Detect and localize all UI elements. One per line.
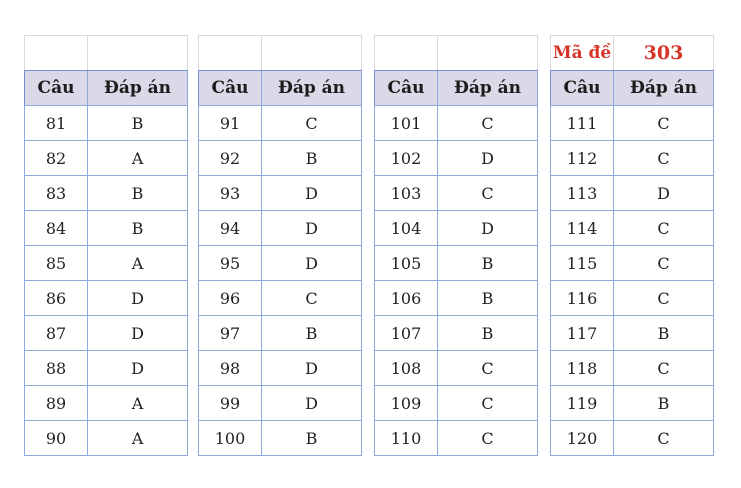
table-row	[199, 106, 362, 141]
table-row	[25, 211, 188, 246]
answer-letter: D	[262, 246, 362, 281]
answer-letter: D	[88, 281, 188, 316]
answer-letter: B	[262, 141, 362, 176]
empty-cell	[88, 36, 188, 71]
table-row	[375, 351, 538, 386]
table-row	[375, 246, 538, 281]
answer-letter: C	[614, 211, 714, 246]
empty-cell	[262, 36, 362, 71]
answer-letter: A	[88, 246, 188, 281]
answer-header: Đáp án	[438, 71, 538, 106]
answer-letter: A	[88, 421, 188, 456]
answer-letter: C	[614, 141, 714, 176]
question-number: 104	[375, 211, 438, 246]
table-row	[199, 141, 362, 176]
table-row	[375, 281, 538, 316]
table-row	[551, 351, 714, 386]
table-row	[551, 106, 714, 141]
question-number: 116	[551, 281, 614, 316]
answer-letter: D	[438, 141, 538, 176]
question-number: 91	[199, 106, 262, 141]
exam-code-label: Mã đề	[551, 36, 614, 71]
answer-letter: D	[88, 351, 188, 386]
question-number: 115	[551, 246, 614, 281]
question-number: 118	[551, 351, 614, 386]
question-number: 105	[375, 246, 438, 281]
table-row	[25, 176, 188, 211]
answer-letter: C	[614, 351, 714, 386]
answer-letter: B	[262, 316, 362, 351]
table-row	[551, 176, 714, 211]
answer-letter: B	[262, 421, 362, 456]
table-row	[375, 386, 538, 421]
question-number: 96	[199, 281, 262, 316]
question-number: 92	[199, 141, 262, 176]
question-number: 100	[199, 421, 262, 456]
table-row	[199, 246, 362, 281]
table-row	[551, 386, 714, 421]
table-row	[375, 176, 538, 211]
question-number: 83	[25, 176, 88, 211]
answer-letter: D	[88, 316, 188, 351]
table-row	[25, 106, 188, 141]
answer-table-1	[24, 35, 188, 456]
question-number: 103	[375, 176, 438, 211]
answer-table-4	[550, 35, 714, 456]
answer-table-3	[374, 35, 538, 456]
answer-header: Đáp án	[614, 71, 714, 106]
answer-letter: D	[614, 176, 714, 211]
table-row	[551, 281, 714, 316]
question-number: 97	[199, 316, 262, 351]
answer-letter: B	[438, 246, 538, 281]
question-number: 82	[25, 141, 88, 176]
question-number: 81	[25, 106, 88, 141]
question-number: 89	[25, 386, 88, 421]
answer-letter: B	[438, 316, 538, 351]
table-row	[199, 386, 362, 421]
table-row	[375, 316, 538, 351]
empty-cell	[25, 36, 88, 71]
table-row	[199, 211, 362, 246]
question-number: 94	[199, 211, 262, 246]
table-row	[375, 141, 538, 176]
answer-letter: C	[614, 281, 714, 316]
question-number: 90	[25, 421, 88, 456]
question-number: 113	[551, 176, 614, 211]
answer-letter: C	[614, 421, 714, 456]
question-number: 117	[551, 316, 614, 351]
table-row	[551, 141, 714, 176]
table-row	[25, 351, 188, 386]
empty-cell	[199, 36, 262, 71]
question-number: 108	[375, 351, 438, 386]
empty-cell	[438, 36, 538, 71]
question-number: 111	[551, 106, 614, 141]
table-row	[551, 246, 714, 281]
question-number: 88	[25, 351, 88, 386]
question-number: 107	[375, 316, 438, 351]
answer-letter: D	[262, 211, 362, 246]
answer-letter: C	[438, 106, 538, 141]
table-row	[25, 246, 188, 281]
answer-letter: C	[438, 421, 538, 456]
question-number: 114	[551, 211, 614, 246]
answer-header: Đáp án	[88, 71, 188, 106]
answer-letter: C	[438, 176, 538, 211]
table-row	[25, 386, 188, 421]
question-number: 99	[199, 386, 262, 421]
question-number: 106	[375, 281, 438, 316]
answer-letter: C	[438, 386, 538, 421]
table-row	[25, 281, 188, 316]
answer-letter: B	[438, 281, 538, 316]
question-number: 119	[551, 386, 614, 421]
question-number: 109	[375, 386, 438, 421]
answer-letter: C	[614, 106, 714, 141]
table-row	[25, 421, 188, 456]
table-row	[375, 421, 538, 456]
question-number: 86	[25, 281, 88, 316]
table-row	[551, 316, 714, 351]
question-number: 84	[25, 211, 88, 246]
answer-letter: B	[88, 106, 188, 141]
question-number: 85	[25, 246, 88, 281]
answer-letter: A	[88, 386, 188, 421]
question-number: 87	[25, 316, 88, 351]
question-number: 93	[199, 176, 262, 211]
empty-cell	[375, 36, 438, 71]
question-header: Câu	[551, 71, 614, 106]
answer-letter: A	[88, 141, 188, 176]
table-row	[199, 176, 362, 211]
table-row	[25, 141, 188, 176]
table-row	[199, 351, 362, 386]
table-row	[375, 211, 538, 246]
question-header: Câu	[199, 71, 262, 106]
table-row	[375, 106, 538, 141]
answer-letter: C	[438, 351, 538, 386]
question-number: 95	[199, 246, 262, 281]
question-number: 112	[551, 141, 614, 176]
table-row	[551, 421, 714, 456]
question-number: 101	[375, 106, 438, 141]
answer-letter: B	[614, 316, 714, 351]
answer-letter: B	[88, 176, 188, 211]
answer-letter: B	[614, 386, 714, 421]
answer-header: Đáp án	[262, 71, 362, 106]
answer-letter: D	[262, 176, 362, 211]
answer-table-2	[198, 35, 362, 456]
question-number: 102	[375, 141, 438, 176]
answer-letter: D	[262, 351, 362, 386]
answer-letter: C	[262, 281, 362, 316]
exam-code-value: 303	[614, 36, 714, 71]
table-row	[199, 316, 362, 351]
table-row	[551, 211, 714, 246]
question-number: 110	[375, 421, 438, 456]
question-header: Câu	[25, 71, 88, 106]
question-number: 120	[551, 421, 614, 456]
table-row	[25, 316, 188, 351]
answer-letter: D	[438, 211, 538, 246]
answer-letter: D	[262, 386, 362, 421]
table-row	[199, 281, 362, 316]
question-header: Câu	[375, 71, 438, 106]
question-number: 98	[199, 351, 262, 386]
answer-letter: C	[262, 106, 362, 141]
table-row	[199, 421, 362, 456]
answer-letter: B	[88, 211, 188, 246]
answer-letter: C	[614, 246, 714, 281]
